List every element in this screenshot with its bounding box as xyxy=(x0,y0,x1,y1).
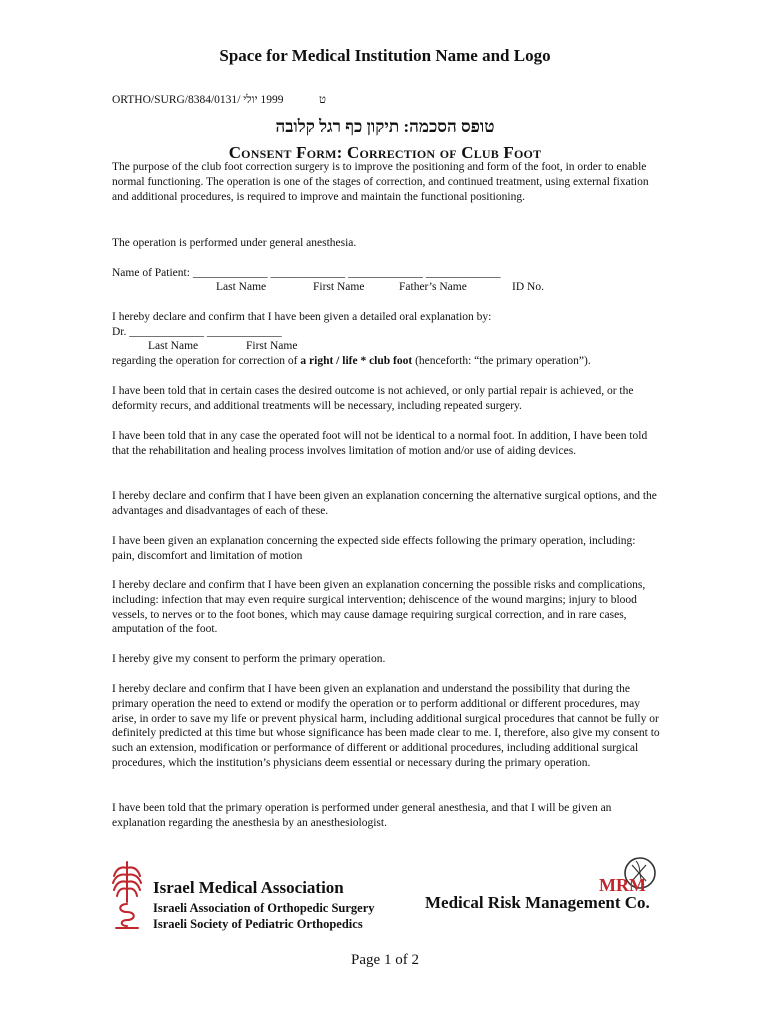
pediatric-orthopedics-society: Israeli Society of Pediatric Orthopedics xyxy=(153,917,363,931)
consent-paragraph: I hereby give my consent to perform the primary operation. xyxy=(112,653,386,665)
caption-last-name: Last Name xyxy=(216,281,267,293)
page-number: Page 1 of 2 xyxy=(351,952,419,968)
doctor-label: Dr. xyxy=(112,326,127,338)
outcome-paragraph: I have been told that in certain cases the desired outcome is not achieved, or only partial repair is achieved, or the deformity recurs, and additional treatments will be necessary, including repeated surgery. xyxy=(112,385,634,412)
mrm-logo-text: MRM xyxy=(599,875,646,895)
patient-name-blanks[interactable]: _____________ _____________ _____________ _____________ xyxy=(192,267,501,279)
document-reference-letter: ט xyxy=(319,94,326,106)
document-reference xyxy=(112,94,326,106)
israel-medical-association-logo-icon xyxy=(108,858,146,932)
regarding-operation-line xyxy=(112,354,660,369)
anesthesiologist-paragraph: I have been told that the primary operation is performed under general anesthesia, and that I will be given an explanation regarding the anesthesia by an anesthesiologist. xyxy=(112,802,612,829)
doctor-name-field[interactable] xyxy=(112,325,282,340)
doctor-caption-last-name: Last Name xyxy=(148,340,199,352)
caption-fathers-name: Father’s Name xyxy=(399,281,467,293)
normal-foot-paragraph: I have been told that in any case the operated foot will not be identical to a normal foot. In addition, I have been told that the rehabilitation and healing process involves limitation of motion and/or use of aiding devices. xyxy=(112,430,648,457)
oral-explanation-declaration: I hereby declare and confirm that I have been given a detailed oral explanation by: xyxy=(112,311,492,323)
israel-medical-association-name: Israel Medical Association xyxy=(153,878,344,897)
doctor-name-blanks[interactable]: _____________ _____________ xyxy=(129,326,282,338)
document-reference-code: 1999 יולי /ORTHO/SURG/8384/0131 xyxy=(112,94,284,106)
extension-paragraph: I hereby declare and confirm that I have been given an explanation and understand the possibility that during the primary operation the need to extend or modify the operation or to perform additional or different procedures, may arise, in order to save my life or prevent physical harm, including additional surgical procedures that cannot be fully or definitely predicted at this time but whose significance has been made clear to me. I, therefore, also give my consent to such an extension, modification or performance of different or additional procedures, including additional surgical procedures, which the institution’s physicians deem essential or necessary during the primary operation. xyxy=(112,683,660,769)
orthopedic-surgery-association: Israeli Association of Orthopedic Surgery xyxy=(153,901,375,915)
side-effects-paragraph: I have been given an explanation concerning the expected side effects following the primary operation, including: pain, discomfort and limitation of motion xyxy=(112,535,636,562)
institution-name-placeholder: Space for Medical Institution Name and Logo xyxy=(219,46,551,65)
patient-name-field[interactable] xyxy=(112,266,500,281)
purpose-paragraph: The purpose of the club foot correction surgery is to improve the positioning and form of the foot, in order to enable normal functioning. The operation is one of the stages of correction, and continued treatment, using external fixation and additional procedures, is required to improve and maintain the functional positioning. xyxy=(112,161,649,203)
hebrew-form-title: טופס הסכמה: תיקון כף רגל קלובה xyxy=(275,117,495,136)
patient-name-label: Name of Patient: xyxy=(112,267,190,279)
club-foot-side: a right / life * club foot xyxy=(300,355,413,367)
form-title: Consent Form: Correction of Club Foot xyxy=(228,143,542,162)
regarding-text: regarding the operation for correction of xyxy=(112,355,301,367)
anesthesia-paragraph: The operation is performed under general anesthesia. xyxy=(112,237,357,249)
caption-id-no: ID No. xyxy=(512,281,544,293)
alternatives-paragraph: I hereby declare and confirm that I have been given an explanation concerning the alternative surgical options, and the advantages and disadvantages of each of these. xyxy=(112,490,657,517)
doctor-caption-first-name: First Name xyxy=(246,340,298,352)
regarding-henceforth: (henceforth: “the primary operation”). xyxy=(412,355,591,367)
caption-first-name: First Name xyxy=(313,281,365,293)
medical-risk-management-name: Medical Risk Management Co. xyxy=(425,893,650,912)
risks-paragraph: I hereby declare and confirm that I have been given an explanation concerning the possible risks and complications, including: infection that may even require surgical intervention; dehiscence of the wound margins; injury to blood vessels, to nerves or to the foot bones, which may cause damage requiring surgical correction, and in rare cases, amputation of the foot. xyxy=(112,579,646,636)
